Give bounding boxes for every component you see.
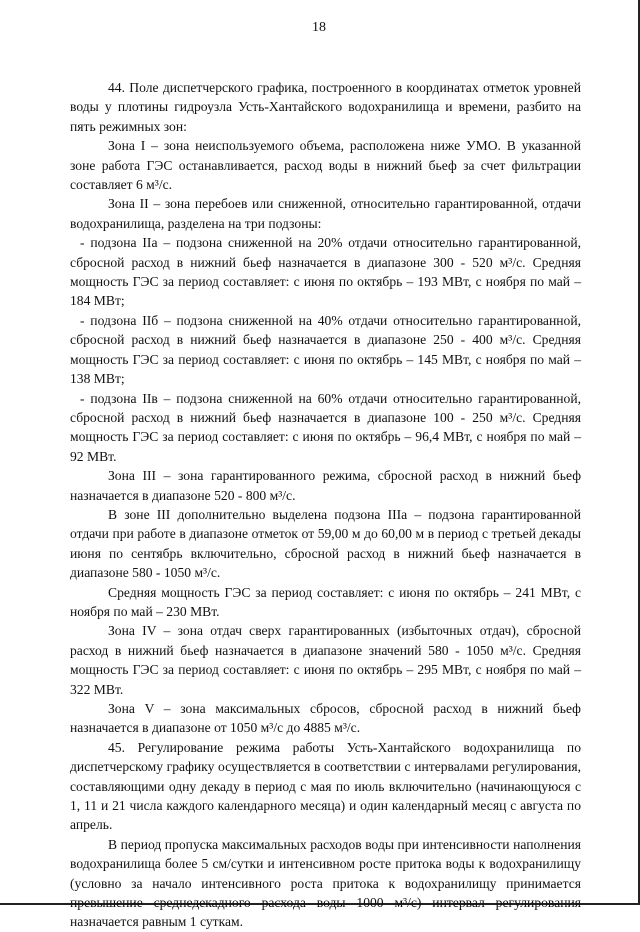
paragraph-zone5: Зона V – зона максимальных сбросов, сбросной расход в нижний бьеф назначается в диапазоне от 1050 м³/с до 4885 м³/с. xyxy=(70,701,581,736)
paragraph-zone3b: Средняя мощность ГЭС за период составляет: с июня по октябрь – 241 МВт, с ноября по май – 230 МВт. xyxy=(70,584,581,619)
paragraph-zone1: Зона I – зона неиспользуемого объема, расположена ниже УМО. В указанной зоне работа ГЭС останавливается, расход воды в нижний бьеф за счет фильтрации составляет 6 м³/с. xyxy=(70,138,581,193)
paragraph-zone2v: - подзона IIв – подзона сниженной на 60% отдачи относительно гарантированной, сбросной расход в нижний бьеф назначается в диапазоне 100 - 250 м³/с. Средняя мощность ГЭС за период составляет: с июня по октябрь – 96,4 МВт, с ноября по май – 92 МВт. xyxy=(70,390,581,464)
paragraph-p45: 45. Регулирование режима работы Усть-Хантайского водохранилища по диспетчерскому графику осуществляется в соответствии с интервалами регулирования, составляющими одну декаду в период с мая по июль включительно (начинающуюся с 1, 11 и 21 числа каждого календарного месяца) и один календарный месяц с августа по апрель. xyxy=(70,739,581,833)
paragraph-p44: 44. Поле диспетчерского графика, построенного в координатах отметок уровней воды у плотины гидроузла Усть-Хантайского водохранилища и времени, разбито на пять режимных зон: xyxy=(70,80,581,134)
paragraph-zone2b: - подзона IIб – подзона сниженной на 40% отдачи относительно гарантированной, сбросной расход в нижний бьеф назначается в диапазоне 250 - 400 м³/с. Средняя мощность ГЭС за период составляет: с июня по октябрь – 145 МВт, с ноября по май – 138 МВт; xyxy=(70,312,581,387)
paragraph-zone2a: - подзона IIа – подзона сниженной на 20% отдачи относительно гарантированной, сбросной расход в нижний бьеф назначается в диапазоне 300 - 520 м³/с. Средняя мощность ГЭС за период составляет: с июня по октябрь – 193 МВт, с ноября по май – 184 МВт; xyxy=(70,235,581,309)
page-number: 18 xyxy=(312,20,326,35)
paragraph-p45b: В период пропуска максимальных расходов воды при интенсивности наполнения водохранилища более 5 см/сутки и интенсивном росте притока воды к водохранилищу (условно за начало интенсивного роста притока к водохранилищу принимается превышение среднедекадного расхода воды 1000 м³/с) интервал регулирования назначается равным 1 суткам. xyxy=(70,836,581,930)
paragraph-zone2: Зона II – зона перебоев или сниженной, относительно гарантированной, отдачи водохранилища, разделена на три подзоны: xyxy=(70,196,581,231)
paragraph-zone4: Зона IV – зона отдач сверх гарантированных (избыточных отдач), сбросной расход в нижний бьеф назначается в диапазоне значений 580 - 1050 м³/с. Средняя мощность ГЭС за период составляет: с июня по октябрь – 295 МВт, с ноября по май – 322 МВт. xyxy=(70,623,581,697)
paragraph-zone3a: В зоне III дополнительно выделена подзона IIIа – подзона гарантированной отдачи при работе в диапазоне отметок от 59,00 м до 60,00 м в период с третьей декады июня по сентябрь включительно, сбросной расход в нижний бьеф назначается в диапазоне 580 - 1050 м³/с. xyxy=(70,506,581,581)
document-body xyxy=(70,78,581,932)
paragraph-zone3: Зона III – зона гарантированного режима, сбросной расход в нижний бьеф назначается в диапазоне 520 - 800 м³/с. xyxy=(70,468,581,503)
